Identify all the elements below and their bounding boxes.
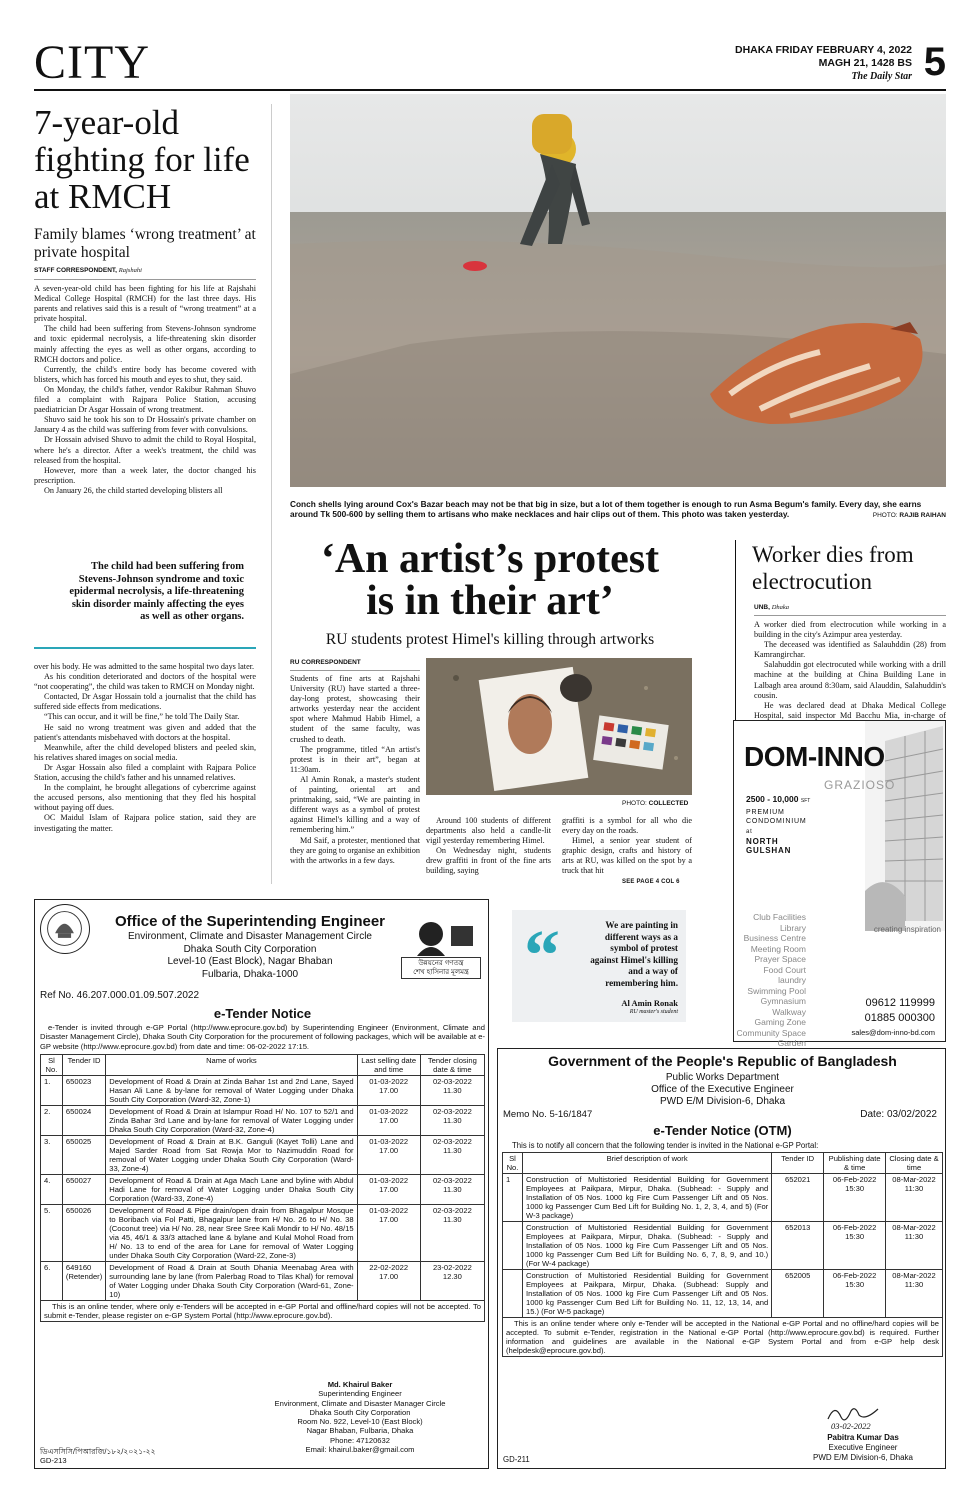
dominno-tagline: PREMIUM CONDOMINIUM at NORTH GULSHAN [746,809,807,855]
dscc-table-wrap [40,1054,485,1322]
dominno-brand: DOM-INNO [744,741,885,772]
artist-col-1: Students of fine arts at Rajshahi University (RU) have started a three-day-long protest, showcasing their artworks yesterday near the accident spot where Mahmud Habib Himel, a student of the same faculty, was crushed to death. The programme, titled “An artist's protest is in their art”, began at 11:30am. Al Amin Ronak, a master's student of painting, oriental art and printmaking, said, “We are painting in different ways as a symbol of protest against Himel's killing and a way of remembering him.” Md Saif, a protester, mentioned that they are going to organise an exhibition with the artworks in a few days. [290,674,420,865]
column-divider [271,104,272,884]
artist-byline: RU CORRESPONDENT [290,659,361,666]
dscc-logo-svg [41,905,88,952]
dscc-table [40,1054,485,1322]
bengali-date: MAGH 21, 1428 BS [818,57,912,69]
jump-line: SEE PAGE 4 COL 6 [622,879,680,885]
rmch-body-1: A seven-year-old child has been fighting for his life at Rajshahi Medical College Hospital (RMCH) for the last three days. His parents and relatives said this is a result of “wrong treatment” at a private hospital. The child had been suffering from Stevens-Johnson syndrome and toxic epidermal necrolysis, a life-threatening skin disorder mainly affecting the eyes as well as other organs, according to RMCH doctors and police. Currently, the child's entire body has become covered with blisters, which has forced his mouth and eyes to shut, they said. On Monday, the child's father, vendor Rakibur Rahman Shuvo filed a complaint with Rajpara Police Station, accusing paediatrician Dr Asgar Hossain of wrong treatment. Shuvo said he took his son to Dr Hossain's private chamber on January 4 as the child was suffering from fever with convulsions. Dr Hossain advised Shuvo to admit the child to Royal Hospital, where he's a director. After a week's treatment, the child was released from the hospital. However, more than a week later, the doctor changed his prescription. On January 26, the child started developing blisters all [34,284,256,495]
pwd-table-header: Sl No. Brief description of work Tender ID Publishing date & time Closing date & time [503,1153,943,1174]
dominno-size: 2500 - 10,000 SFT [746,794,811,804]
dscc-signatory: Md. Khairul Baker Superintending Engineer Environment, Climate and Disaster Manager Circle Dhaka South City Corporation Room No. 922, Level-10 (East Block) Nagar Bhaban, Fulbaria, Dhaka Phone: 47120632 Email: khairul.baker@gmail.com [274,1380,446,1455]
pwd-sig-date: 03-02-2022 [831,1421,871,1431]
pwd-table [502,1152,943,1357]
dscc-title: Office of the Superintending Engineer [114,913,385,930]
artwork-photo [426,658,692,795]
quote-icon: “ [524,915,560,995]
table-row: 5. 650026 Development of Road & Pipe drain/open drain from Bhagalpur Mosque to Boribach via Fol Patti, Bhagalpur lane from H/ No. 26 to H/ No. 38 (Coconut tree) via H/ No. 28, near Sree Sree Kali Mondir to H/ No. 48/15 via 45, 46/1 & 33/3 attached lane & bylane and Kulal Mohol Road from H/ No. 13 to end of the area for Lane for removal of Water Logging under Dhaka South City Corporation (Ward-22, Zone-3) 01-03-2022 17.00 02-03-2022 11.30 [41,1205,485,1262]
beach-photo-svg [290,94,946,487]
mujib-portrait [409,916,479,956]
pwd-code: GD-211 [503,1455,530,1464]
table-row: 6. 649160 (Retender) Development of Road & Drain at South Dhania Meenabag Area with surrounding lane by lane (from Palerbag Road to Tilas Khal) for removal of Water Logging under Dhaka South City Corporation (Ward-61, Zone-10) 22-02-2022 17.00 23-02-2022 12.30 [41,1262,485,1301]
worker-body: A worker died from electrocution while working in a building in the city's Azimpur area yesterday. The deceased was identified as Salauhddin (28) from Kamrangirchar. Salahuddin got electrocuted while working with a drill machine at the building at China Building Lane in Lalbagh area around 8:30am, said Alauddin, Salahuddin's cousin. He was declared dead at Dhaka Medical College Hospital, said inspector Md Bacchu Mia, in-charge of [754,620,946,720]
artist-headline: ‘An artist’s protest is in their art’ [320,536,660,624]
pullquote-rule [34,647,256,649]
table-row: Construction of Multistoried Residential Building for Government Employees at Paikpara, Mirpur, Dhaka. (Subhead: - Supply and Installation of 05 Nos. 1000 kg Fire Cum Passenger Lift and 05 Nos. 1000 kg Passenger Cum Bed Lift for Building No. 6, 7, 8, 9, and 10.) (For W-4 package) 652013 06-Feb-2022 15:30 08-Mar-2022 11:30 [503,1222,943,1270]
artist-byline-rule [290,670,420,671]
dscc-logo [40,904,90,954]
quote-name: Al Amin Ronak [621,998,678,1008]
dscc-table-footer: This is an online tender, where only e-Tenders will be accepted in e-GP Portal and offline/hard copies will not be accepted. To submit e-Tender, please register on e-GP System Portal (http://www.eprocure.gov.bd). [41,1301,485,1322]
dateline: DHAKA FRIDAY FEBRUARY 4, 2022 [735,44,912,56]
dominno-facilities: Club Facilities Library Business Centre Meeting Room Prayer Space Food Court laundry Swimming Pool Gymnasium Walkway Gaming Zone Community Space Garden [736,912,806,1048]
rmch-pullquote: The child had been suffering from Stevens-Johnson syndrome and toxic epidermal necrolysis, a life-threatening skin disorder mainly affecting the eyes as well as other organs. [69,561,244,622]
beach-photo [290,94,946,487]
quote-text: We are painting in different ways as a symbol of protest against Himel's killing and a way of remembering him. [590,920,678,988]
table-row: 1. 650023 Development of Road & Drain at Zinda Bahar 1st and 2nd Lane, Sayed Hasan Ali Lane & by-lane for removal of Water Logging under Dhaka South City Corporation (Ward-32, Zone-1) 01-03-2022 17.00 02-03-2022 11.30 [41,1076,485,1106]
rmch-headline: 7-year-old fighting for life at RMCH [34,103,250,216]
pwd-title: Government of the People's Republic of Bangladesh [548,1053,897,1069]
worker-byline-rule [754,615,946,616]
mujib-caption: উন্নয়নের গণতন্ত্র শেখ হাসিনার মূলমন্ত্র [401,957,481,979]
dominno-phone-1: 09612 119999 [865,997,935,1009]
dscc-code-2: GD-213 [40,1456,67,1465]
table-row: 4. 650027 Development of Road & Drain at Aga Mach Lane and byline with Abdul Hadi Lane for removal of Water Logging under Dhaka South City Corporation (Ward-33, Zone-4) 01-03-2022 17.00 02-03-2022 11.30 [41,1175,485,1205]
pwd-table-wrap [502,1152,943,1357]
pwd-signatory: Pabitra Kumar Das Executive Engineer PWD E/M Division-6, Dhaka [812,1433,914,1462]
pwd-intro: This is to notify all concern that the following tender is invited in the National e-GP Portal: [512,1141,819,1150]
pwd-notice-title: e-Tender Notice (OTM) [653,1123,792,1138]
dscc-notice-title: e-Tender Notice [213,1006,312,1021]
quote-role: RU master's student [629,1009,678,1015]
red-bowl [463,261,487,271]
dscc-code-1: ডিএসসিসি/পিআরজি/১৮২/২০২১-২২ [40,1447,156,1456]
photo-caption: Conch shells lying around Cox's Bazar beach may not be that big in size, but a lot of them together is enough to run Asma Begum's family. Every day, she earns around Tk 500-600 by selling them to artisans who make necklaces and hair clips out of them. This photo was taken yesterday. [290,499,922,519]
rmch-subhead: Family blames ‘wrong treatment’ at private hospital [34,226,256,261]
dscc-tender [34,899,489,1469]
rmch-body-2: over his body. He was admitted to the same hospital two days later. As his condition deteriorated and doctors of the hospital were “not cooperating”, the child was taken to RMCH on Monday night. Contacted, Dr Asgar Hossain told a journalist that the child has suffered side effects from medications. “This can occur, and it will be fine,” he told The Daily Star. He said no wrong treatment was given and added that the patient's attendants misbehaved with doctors at the hospital. Meanwhile, after the child developed blisters and peeled skin, his relatives shared images on social media. Dr Asgar Hossain also filed a complaint with Rajpara Police Station, accusing the child's father and his unnamed relatives. In the complaint, he brought allegations of cybercrime against the accused persons, also mentioning that they fled his hospital without paying off dues. OC Maidul Islam of Rajpara police station, said they are investigating the matter. [34,662,256,833]
artist-col-2: Around 100 students of different departments also held a candle-lit vigil yesterday remembering Himel. On Wednesday night, students drew graffiti in front of the fine arts building, saying [426,816,551,876]
pwd-date: Date: 03/02/2022 [860,1109,937,1120]
table-row: 2. 650024 Development of Road & Drain at Islampur Road H/ No. 107 to 52/1 and Zinda Bahar 3rd Lane and by-lane for removal of Water Logging under Dhaka South City Corporation (Ward-32, Zone-4) 01-03-2022 17.00 02-03-2022 11.30 [41,1106,485,1136]
dominno-slogan: creating inspiration [873,925,941,934]
dominno-email: sales@dom-inno-bd.com [851,1028,935,1037]
table-row: 1 Construction of Multistoried Residential Building for Government Employees at Paikpara, Mirpur, Dhaka. (Subhead: - Supply and Installation of 05 Nos. 1000 kg Fire Cum Passenger Lift and 05 Nos. 1000 kg Passenger Cum Bed Lift for Building No. 1, 2, 3, 4, and 5) (For W-3 package) 652021 06-Feb-2022 15:30 08-Mar-2022 11:30 [503,1174,943,1222]
table-row: Construction of Multistoried Residential Building for Government Employees at Paikpara, Mirpur, Dhaka. (Subhead: Supply and Installation of 05 Nos. 1000 kg Fire Cum Passenger Lift and 05 Nos. 1000 kg Passenger Cum Bed Lift for Building No. 11, 12, 13, 14, and 15.) (For W-5 package) 652005 06-Feb-2022 15:30 08-Mar-2022 11:30 [503,1270,943,1318]
artwork-photo-svg [426,658,692,795]
dominno-project: GRAZIOSO [824,778,896,792]
dscc-address: Environment, Climate and Disaster Management Circle Dhaka South City Corporation Level-10 (East Block), Nagar Bhaban Fulbaria, Dhaka-1000 [128,931,372,980]
worker-byline: UNB, Dhaka [754,604,790,611]
paper-name: The Daily Star [851,71,912,82]
worker-divider [735,540,736,720]
artwork-photo-credit: PHOTO: COLLECTED [622,800,689,807]
byline-author: STAFF CORRESPONDENT, [34,267,117,274]
masthead-rule [34,89,946,91]
worker-headline: Worker dies from electrocution [752,542,914,594]
pwd-tender [497,1048,946,1469]
pwd-office: Public Works Department Office of the Executive Engineer PWD E/M Division-6, Dhaka [651,1072,794,1107]
byline-place: Rajshahi [118,267,142,274]
photo-credit: PHOTO: RAJIB RAIHAN [872,512,946,519]
pwd-memo: Memo No. 5-16/1847 [503,1109,593,1120]
pwd-table-footer: This is an online tender where only e-Tender will be accepted in the National e-GP Portal and no offline/hard copies will be accepted. To submit e-Tender, registration in the National e-GP Portal (http://www.eprocure.gov.bd) is required. Further information and guidelines are available in the National e-GP System Portal and from e-GP help desk (helpdesk@eprocure.gov.bd). [503,1318,943,1357]
dominno-ad [733,720,946,1048]
artist-col-3: graffiti is a symbol for all who die every day on the roads. Himel, a senior year student of graphic design, crafts and history of arts at RU, was killed on the spot by a truck that hit [562,816,692,876]
dscc-intro: e-Tender is invited through e-GP Portal (http://www.eprocure.gov.bd) by Superintending Engineer (Environment, Climate and Disaster Management Circle), Dhaka South City Corporation for the procurement of following packages, which will be available at e-GP website (http://www.eprocure.gov.bd) from date and time: 06-02-2022 17:15. [40,1023,485,1051]
mujib-svg [409,916,479,956]
artist-subhead: RU students protest Himel's killing through artworks [325,631,655,648]
table-row: 3. 650025 Development of Road & Drain at B.K. Ganguli (Kayet Tolli) Lane and Majed Sarder Road from Sat Rowja Mor to Nazimuddin Road for removal of Water Logging under Dhaka South City Corporation (Ward-33, Zone-4) 01-03-2022 17.00 02-03-2022 11.30 [41,1136,485,1175]
dominno-phone-2: 01885 000300 [864,1012,935,1024]
rmch-byline [34,267,142,274]
page-number: 5 [923,40,946,84]
dscc-ref: Ref No. 46.207.000.01.09.507.2022 [40,990,200,1001]
dscc-table-header: Sl No. Tender ID Name of works Last selling date and time Tender closing date & time [41,1055,485,1076]
section-title: CITY [34,36,150,89]
quote-box [512,910,686,1022]
byline-rule [34,279,256,280]
